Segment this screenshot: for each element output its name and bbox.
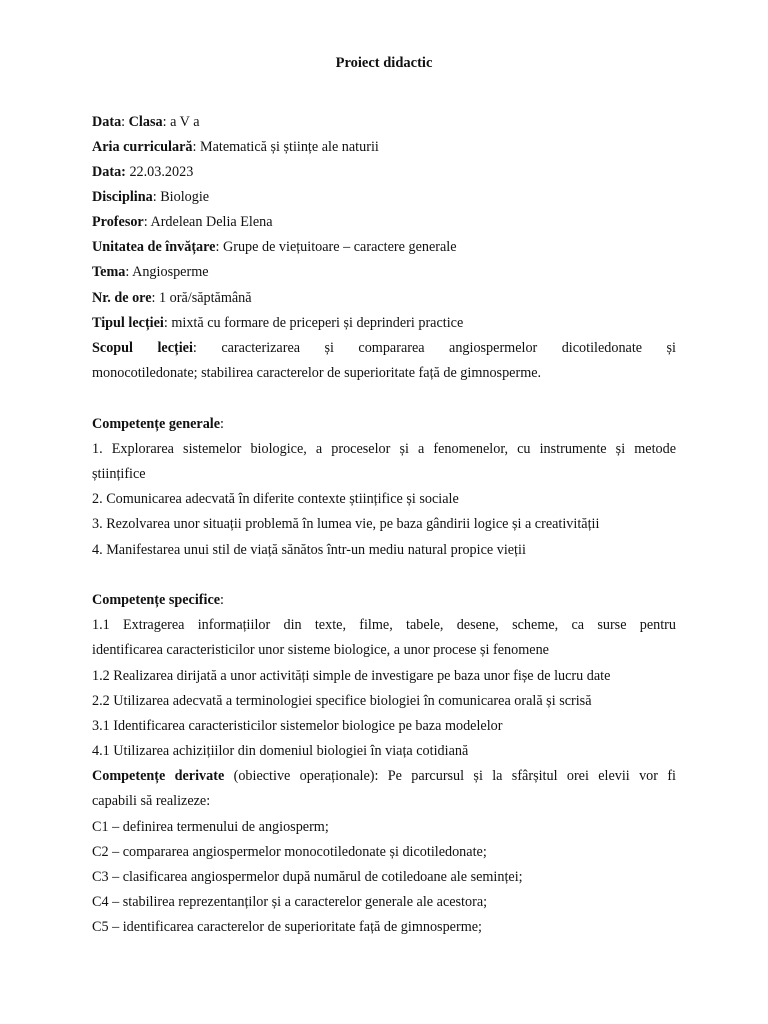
competente-specifice-heading: Competențe specifice: [92,592,224,608]
profesor-label: Profesor [92,214,144,230]
competente-generale-heading: Competențe generale: [92,416,224,432]
cs-item-4: 3.1 Identificarea caracteristicilor sistemelor biologice pe baza modelelor [92,718,503,734]
info-nr-ore: Nr. de ore: 1 oră/săptămână [92,290,252,306]
cs-item-1-line2: identificarea caracteristicilor unor sisteme biologice, a unor procese și fenomene [92,642,549,658]
cg-item-2: 2. Comunicarea adecvată în diferite contexte științifice și sociale [92,491,459,507]
aria-value: Matematică și științe ale naturii [199,139,379,155]
info-aria: Aria curriculară: Matematică și științe ale naturii [92,139,379,155]
info-date [92,162,676,182]
unitatea-label: Unitatea de învățare [92,239,216,255]
competente-derivate-intro-line2: capabili să realizeze: [92,793,211,809]
info-unitatea: Unitatea de învățare: Grupe de viețuitoare – caractere generale [92,239,457,255]
unitatea-value: Grupe de viețuitoare – caractere generale [222,239,457,255]
scopul-value-line2: monocotiledonate; stabilirea caracterelor de superioritate față de gimnosperme. [92,365,542,381]
cg-item-1-line1: 1. Explorarea sistemelor biologice, a proceselor și a fenomenelor, cu instrumente și metode [92,441,676,457]
clasa-label: Clasa [128,114,163,130]
cd-item-c1: C1 – definirea termenului de angiosperm; [92,819,329,835]
info-profesor: Profesor: Ardelean Delia Elena [92,214,273,230]
competente-derivate-intro [92,766,676,786]
info-disciplina: Disciplina: Biologie [92,189,210,205]
cd-item-c5: C5 – identificarea caracterelor de superioritate față de gimnosperme; [92,919,482,935]
competente-generale-label: Competențe generale [92,416,221,432]
cd-item-c4: C4 – stabilirea reprezentanților și a caracterelor generale ale acestora; [92,894,488,910]
document-title: Proiect didactic [335,55,433,71]
tipul-value: mixtă cu formare de priceperi și deprinderi practice [171,315,464,331]
cd-item-c3: C3 – clasificarea angiospermelor după numărul de cotiledoane ale seminței; [92,869,523,885]
nr-ore-label: Nr. de ore [92,290,152,306]
info-tipul: Tipul lecției: mixtă cu formare de priceperi și deprinderi practice [92,315,464,331]
aria-label: Aria curriculară [92,139,193,155]
cs-item-5: 4.1 Utilizarea achizițiilor din domeniul biologiei în viața cotidiană [92,743,469,759]
info-tema: Tema: Angiosperme [92,264,209,280]
scopul-label: Scopul lecției [92,340,193,356]
info-data-clasa: Data: Clasa: a V a [92,114,200,130]
date-label: Data: [92,164,126,180]
profesor-value: Ardelean Delia Elena [150,214,273,230]
disciplina-value: Biologie [160,189,210,205]
info-scopul: Scopul lecției: caracterizarea și compararea angiospermelor dicotiledonate și [92,340,676,356]
cg-item-3: 3. Rezolvarea unor situații problemă în lumea vie, pe baza gândirii logice și a creativității [92,516,600,532]
cg-item-1-line2: științifice [92,466,146,482]
scopul-value-line1: caracterizarea și compararea angiospermelor dicotiledonate și [221,340,676,356]
cs-item-1-line1: 1.1 Extragerea informațiilor din texte, filme, tabele, desene, scheme, ca surse pentru [92,617,676,633]
cg-item-4: 4. Manifestarea unui stil de viață sănătos într-un mediu natural propice vieții [92,542,526,558]
cd-item-c2: C2 – compararea angiospermelor monocotiledonate și dicotiledonate; [92,844,487,860]
cs-item-3: 2.2 Utilizarea adecvată a terminologiei specifice biologiei în comunicarea orală și scrisă [92,693,592,709]
nr-ore-value: 1 oră/săptămână [159,290,252,306]
tipul-label: Tipul lecției [92,315,164,331]
competente-specifice-label: Competențe specifice [92,592,221,608]
date-value: 22.03.2023 [129,164,194,180]
tema-label: Tema [92,264,126,280]
clasa-value: a V a [170,114,200,130]
cs-item-2: 1.2 Realizarea dirijată a unor activități simple de investigare pe baza unor fișe de lucru date [92,668,611,684]
tema-value: Angiosperme [132,264,209,280]
data-label: Data [92,114,122,130]
competente-derivate-label: Competențe derivate [92,768,225,784]
competente-derivate-intro-line1: (obiective operaționale): Pe parcursul și la sfârșitul orei elevii vor fi [233,768,677,784]
disciplina-label: Disciplina [92,189,153,205]
